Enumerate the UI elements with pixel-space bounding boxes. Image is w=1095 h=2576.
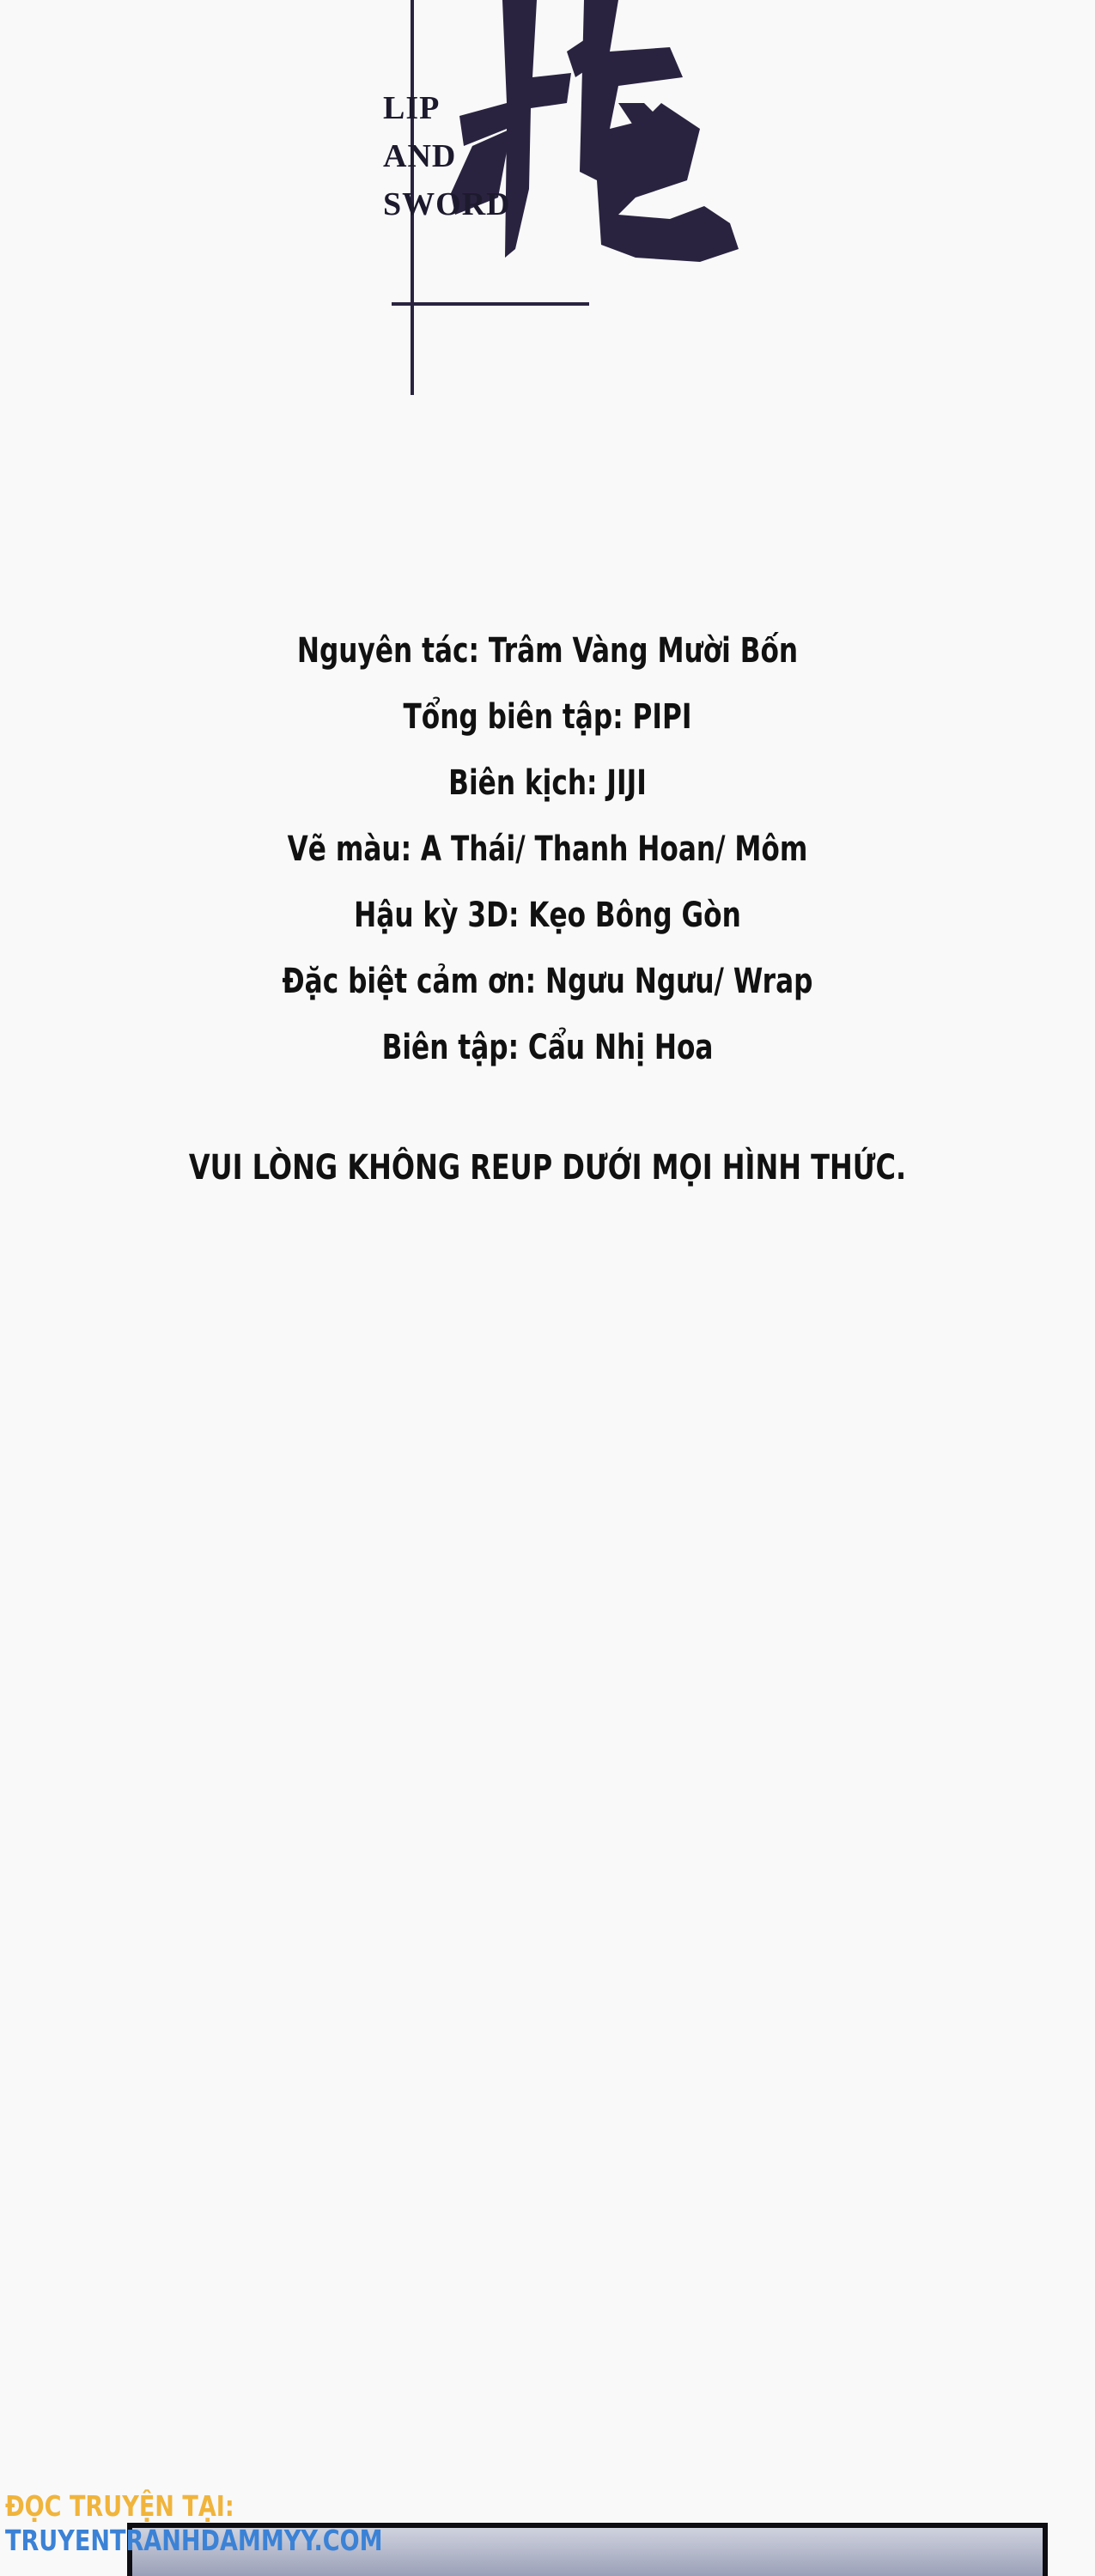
credit-editor: Biên tập: Cẩu Nhị Hoa	[381, 1028, 714, 1067]
site-watermark	[5, 2490, 486, 2559]
credit-screenwriter: Biên kịch: JIJI	[448, 763, 647, 803]
logo-line-2: AND	[383, 138, 457, 174]
series-logo	[361, 0, 756, 404]
no-reupload-notice: VUI LÒNG KHÔNG REUP DƯỚI MỌI HÌNH THỨC.	[188, 1148, 907, 1188]
credit-3d-post: Hậu kỳ 3D: Kẹo Bông Gòn	[354, 896, 741, 935]
credit-chief-editor: Tổng biên tập: PIPI	[403, 697, 692, 737]
logo-line-3: SWORD	[383, 186, 511, 222]
credits-list	[0, 618, 1095, 1081]
credit-special-thanks: Đặc biệt cảm ơn: Ngưu Ngưu/ Wrap	[282, 962, 813, 1001]
logo-line-1: LIP	[383, 90, 441, 126]
watermark-label: ĐỌC TRUYỆN TẠI:	[5, 2489, 234, 2523]
credit-original-author: Nguyên tác: Trâm Vàng Mười Bốn	[296, 631, 799, 671]
watermark-site-link[interactable]: TRUYENTRANHDAMMYY.COM	[5, 2524, 383, 2557]
credit-colorists: Vẽ màu: A Thái/ Thanh Hoan/ Môm	[287, 829, 808, 869]
